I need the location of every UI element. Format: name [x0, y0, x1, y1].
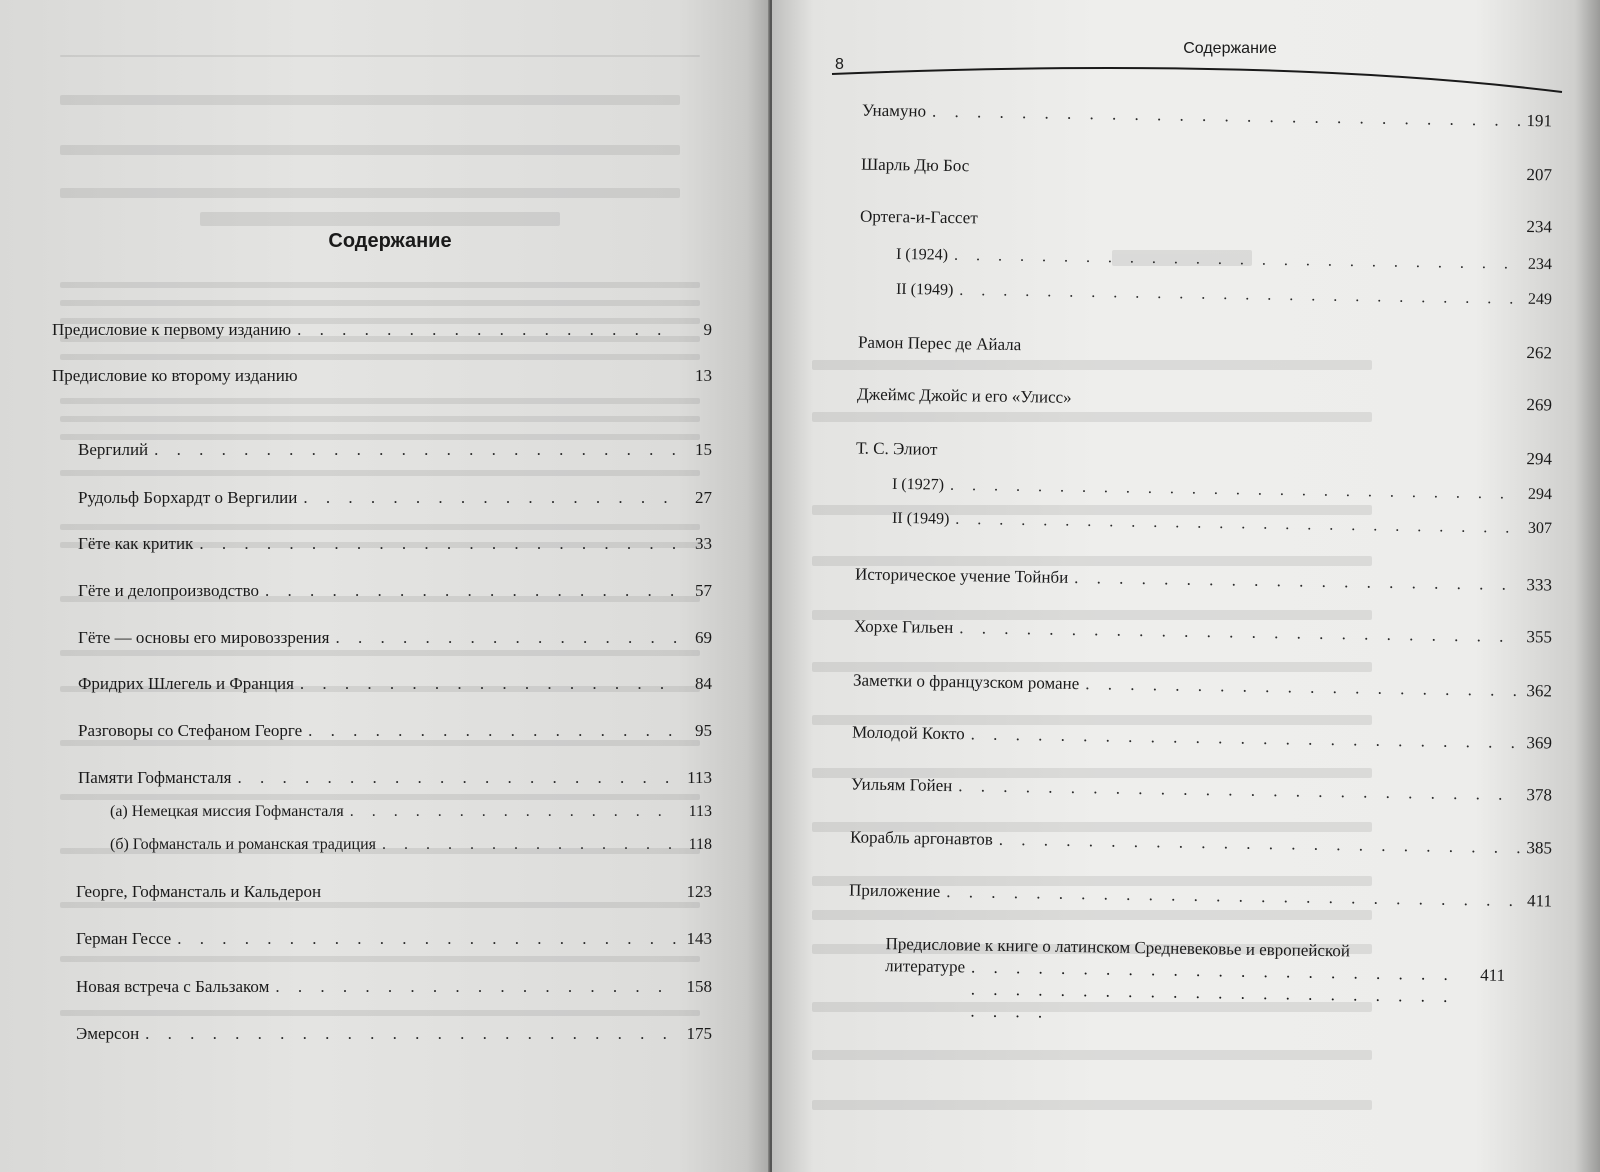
toc-entry-label: Эмерсон [76, 1024, 140, 1043]
toc-entry-label: Вергилий [78, 440, 149, 459]
dot-leader [970, 956, 1469, 1030]
toc-entry-page: 385 [1526, 838, 1553, 858]
toc-entry[interactable] [78, 534, 712, 554]
toc-entry[interactable] [78, 628, 712, 648]
dot-leader [238, 768, 681, 788]
toc-entry-label-continued: литературе [885, 956, 966, 977]
left-page [0, 0, 770, 1172]
toc-entry-label: Предисловие ко второму изданию [52, 366, 298, 385]
toc-entry-page: 123 [686, 882, 712, 901]
toc-entry-page: 27 [695, 488, 712, 507]
dot-leader [154, 440, 680, 460]
toc-entry[interactable] [78, 581, 712, 601]
dot-leader [199, 534, 680, 554]
toc-entry[interactable] [78, 768, 712, 788]
toc-entry-page: 113 [688, 803, 712, 820]
toc-entry-label: Рудольф Борхардт о Вергилии [78, 488, 298, 507]
toc-entry-label: Заметки о французском романе [852, 670, 1080, 694]
toc-entry-page: 333 [1526, 575, 1553, 595]
toc-entry-page: 294 [1527, 485, 1553, 504]
toc-entry[interactable] [78, 440, 712, 460]
toc-entry-label: Уильям Гойен [850, 774, 953, 796]
toc-entry-label: Предисловие к первому изданию [52, 320, 292, 339]
toc-subentry[interactable] [110, 835, 712, 855]
toc-entry-label: (а) Немецкая миссия Гофмансталя [110, 803, 344, 820]
dot-leader [335, 628, 680, 648]
toc-entry-page: 84 [695, 674, 712, 693]
toc-entry-page: 57 [695, 581, 712, 600]
toc-entry-page: 411 [1526, 891, 1553, 911]
toc-entry-page: 307 [1527, 519, 1553, 538]
toc-entry-page: 378 [1526, 785, 1553, 805]
toc-entry-label: Историческое учение Тойнби [854, 564, 1069, 587]
dot-leader [308, 721, 680, 741]
toc-entry-label: Приложение [848, 880, 941, 901]
toc-entry[interactable] [78, 488, 712, 508]
toc-entry-label: II (1949) [895, 280, 954, 299]
toc-entry-page: 234 [1526, 217, 1553, 237]
toc-entry-page: 9 [703, 320, 712, 339]
dot-leader [145, 1024, 680, 1044]
toc-entry-page: 69 [695, 628, 712, 647]
toc-entry-page: 113 [687, 768, 712, 787]
toc-entry-label: Корабль аргонавтов [849, 827, 994, 849]
toc-entry-page: 369 [1526, 733, 1553, 753]
toc-entry-page: 95 [695, 721, 712, 740]
toc-entry-label: Унамуно [861, 100, 927, 121]
toc-entry-label: Шарль Дю Бос [860, 154, 970, 176]
toc-entry[interactable] [76, 977, 712, 997]
page-number: 8 [835, 56, 844, 73]
toc-entry-page: 207 [1526, 165, 1553, 185]
toc-subentry[interactable] [110, 802, 712, 822]
toc-entry-page: 158 [686, 977, 712, 996]
dot-leader [382, 835, 680, 855]
toc-entry-page: 294 [1526, 449, 1553, 469]
toc-entry[interactable] [76, 1024, 712, 1044]
dot-leader [297, 320, 680, 340]
toc-entry-label: Памяти Гофмансталя [78, 768, 232, 787]
toc-entry-label: Хорхе Гильен [853, 616, 954, 638]
dot-leader [300, 674, 680, 694]
toc-entry-page: 13 [695, 366, 712, 385]
toc-entry[interactable] [52, 320, 712, 340]
toc-entry-page: 143 [686, 929, 712, 948]
toc-entry-page: 118 [688, 836, 712, 853]
toc-entry-label: I (1927) [891, 475, 945, 494]
toc-entry-page: 269 [1526, 395, 1553, 415]
dot-leader [350, 802, 680, 822]
toc-entry-page: 33 [695, 534, 712, 553]
toc-entry[interactable] [76, 929, 712, 949]
toc-entry-page: 262 [1526, 343, 1553, 363]
toc-entry-label: Гёте — основы его мировоззрения [78, 628, 330, 647]
toc-subentry-appendix[interactable] [884, 933, 1505, 1031]
toc-entry-label: Гёте и делопроизводство [78, 581, 259, 600]
toc-entry[interactable] [52, 366, 712, 386]
toc-entry-label: Гёте как критик [78, 534, 194, 553]
dot-leader [177, 929, 680, 949]
toc-entry-label: I (1924) [895, 245, 949, 264]
toc-entry-page: 411 [1480, 965, 1506, 985]
contents-title: Содержание [328, 230, 452, 252]
toc-entry-label: Георге, Гофмансталь и Кальдерон [76, 882, 322, 901]
toc-entry-label: Т. С. Элиот [855, 438, 938, 459]
toc-entry-label: Новая встреча с Бальзаком [76, 977, 270, 996]
toc-entry-label: Ортега-и-Гассет [859, 206, 978, 228]
toc-entry[interactable] [78, 721, 712, 741]
toc-entry-page: 191 [1526, 111, 1553, 131]
toc-entry-page: 175 [686, 1024, 712, 1043]
toc-entry-label: Предисловие к книге о латинском Средневековье и европейской [885, 934, 1351, 961]
toc-entry-page: 355 [1526, 627, 1553, 647]
dot-leader [265, 581, 680, 601]
dot-leader [303, 488, 680, 508]
toc-entry[interactable] [76, 882, 712, 902]
toc-entry-page: 362 [1526, 681, 1553, 701]
toc-entry-label: Рамон Перес де Айала [857, 332, 1022, 355]
toc-entry-label: II (1949) [891, 509, 950, 528]
toc-entry-label: Молодой Кокто [851, 722, 965, 744]
running-head: Содержание [1183, 40, 1277, 57]
toc-entry[interactable] [78, 674, 712, 694]
toc-entry-page: 249 [1527, 290, 1553, 309]
toc-entry-label: (б) Гофмансталь и романская традиция [110, 836, 377, 853]
toc-entry-page: 234 [1527, 255, 1553, 274]
toc-entry-label: Фридрих Шлегель и Франция [78, 674, 294, 693]
dot-leader [275, 977, 680, 997]
toc-entry-label: Герман Гессе [76, 929, 172, 948]
toc-entry-page: 15 [695, 440, 712, 459]
toc-entry-label: Разговоры со Стефаном Георге [78, 721, 303, 740]
toc-entry-label: Джеймс Джойс и его «Улисс» [856, 384, 1072, 407]
